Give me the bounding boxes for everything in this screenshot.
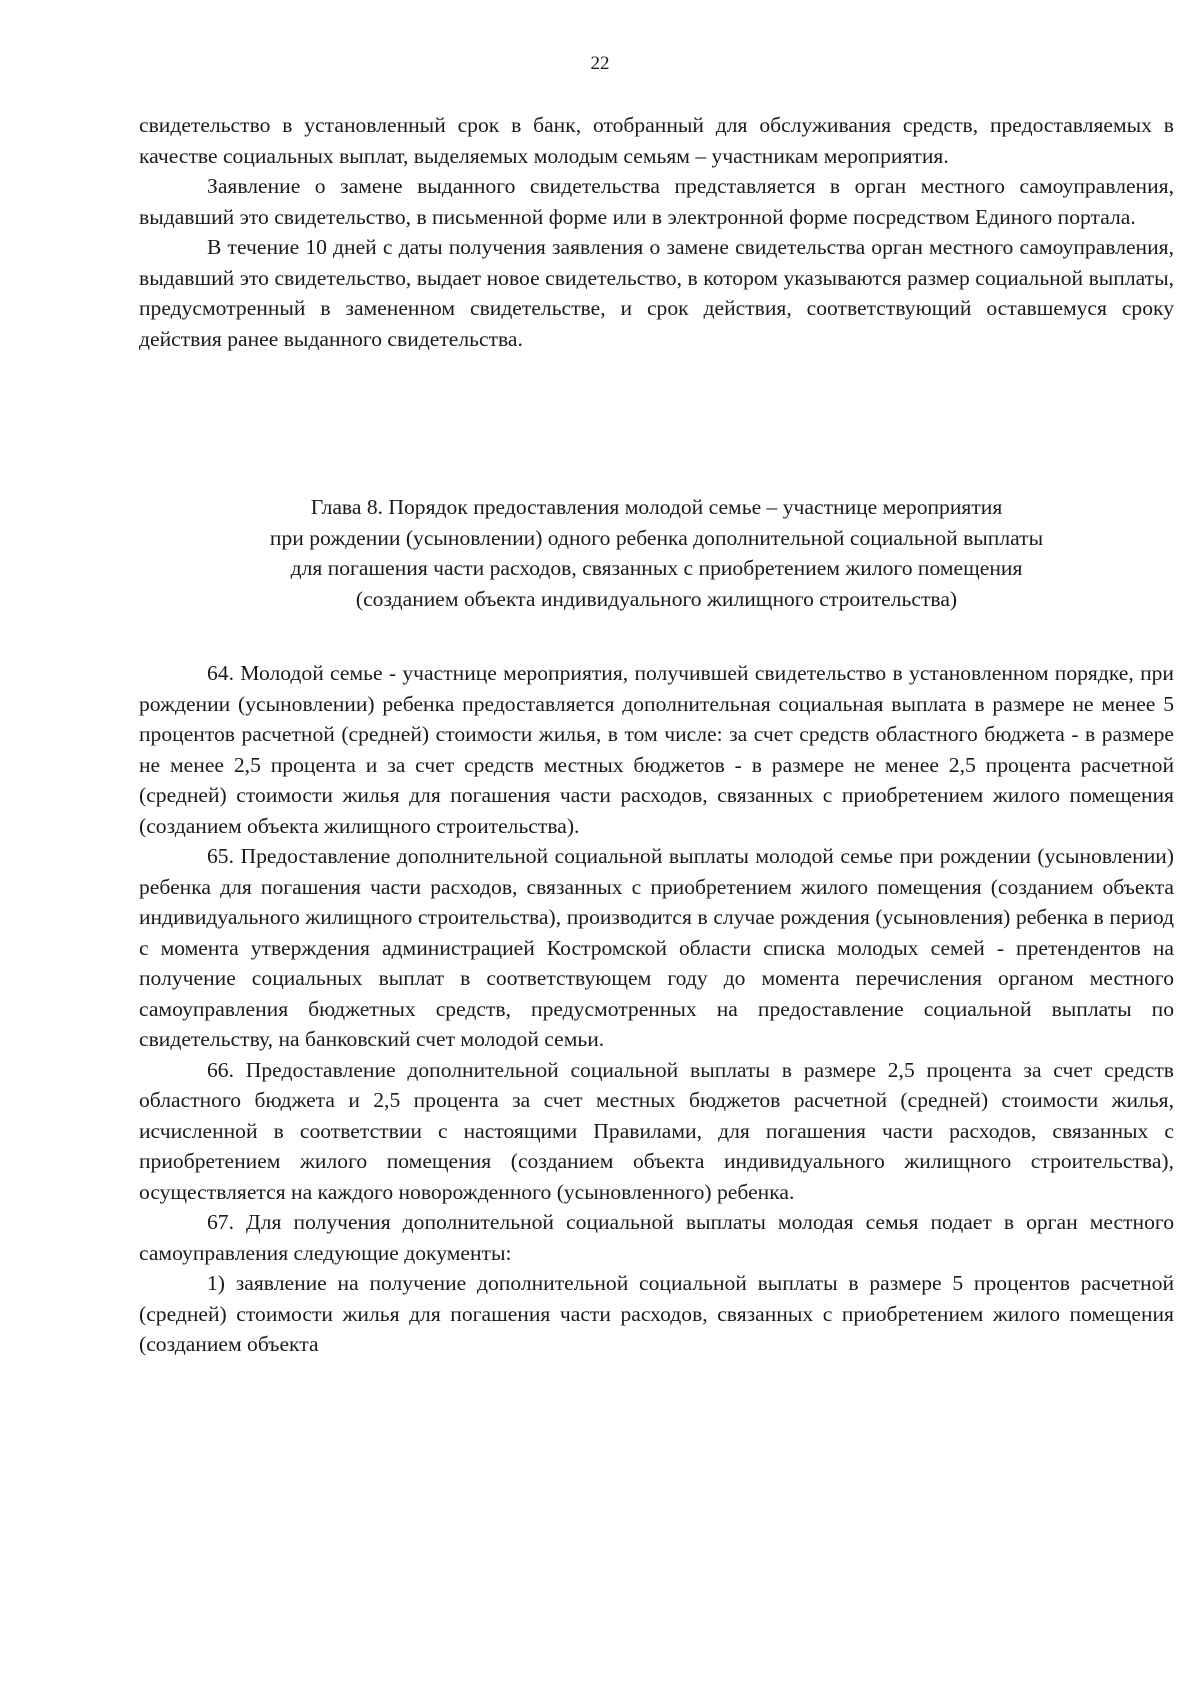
chapter-heading	[139, 492, 1174, 614]
paragraph-65: 65. Предоставление дополнительной социальной выплаты молодой семье при рождении (усыновлении) ребенка для погашения части расходов, связанных с приобретением жилого помещения (созданием объекта индивидуального жилищного строительства), производится в случае рождения (усыновления) ребенка в период с момента утверждения администрацией Костромской области списка молодых семей - претендентов на получение социальных выплат в соответствующем году до момента перечисления органом местного самоуправления бюджетных средств, предусмотренных на предоставление социальной выплаты по свидетельству, на банковский счет молодой семьи.	[139, 844, 1174, 1051]
top-text-block	[139, 110, 1174, 354]
paragraph-continuation: свидетельство в установленный срок в банк, отобранный для обслуживания средств, предоставляемых в качестве социальных выплат, выделяемых молодым семьям – участникам мероприятия.	[139, 113, 1174, 168]
paragraph-64: 64. Молодой семье - участнице мероприятия, получившей свидетельство в установленном порядке, при рождении (усыновлении) ребенка предоставляется дополнительная социальная выплата в размере не менее 5 процентов расчетной (средней) стоимости жилья, в том числе: за счет средств областного бюджета - в размере не менее 2,5 процента и за счет средств местных бюджетов - в размере не менее 2,5 процента расчетной (средней) стоимости жилья для погашения части расходов, связанных с приобретением жилого помещения (созданием объекта жилищного строительства).	[139, 661, 1174, 838]
paragraph-67-item-1: 1) заявление на получение дополнительной социальной выплаты в размере 5 процентов расчетной (средней) стоимости жилья для погашения части расходов, связанных с приобретением жилого помещения (созданием объекта	[139, 1271, 1174, 1356]
chapter-heading-line: для погашения части расходов, связанных с приобретением жилого помещения	[290, 556, 1023, 580]
main-text-block	[139, 658, 1174, 1360]
paragraph-new-certificate: В течение 10 дней с даты получения заявления о замене свидетельства орган местного самоуправления, выдавший это свидетельство, выдает новое свидетельство, в котором указываются размер социальной выплаты, предусмотренный в замененном свидетельстве, и срок действия, соответствующий оставшемуся сроку действия ранее выданного свидетельства.	[139, 235, 1174, 351]
chapter-heading-line: при рождении (усыновлении) одного ребенка дополнительной социальной выплаты	[269, 525, 1044, 550]
paragraph-replacement-application: Заявление о замене выданного свидетельства представляется в орган местного самоуправления, выдавший это свидетельство, в письменной форме или в электронной форме посредством Единого портала.	[139, 174, 1174, 229]
chapter-heading-line: Глава 8. Порядок предоставления молодой семье – участнице мероприятия	[310, 495, 1003, 519]
paragraph-66: 66. Предоставление дополнительной социальной выплаты в размере 2,5 процента за счет средств областного бюджета и 2,5 процента за счет местных бюджетов расчетной (средней) стоимости жилья, исчисленной в соответствии с настоящими Правилами, для погашения части расходов, связанных с приобретением жилого помещения (созданием объекта индивидуального жилищного строительства), осуществляется на каждого новорожденного (усыновленного) ребенка.	[139, 1057, 1174, 1204]
paragraph-67: 67. Для получения дополнительной социальной выплаты молодая семья подает в орган местного самоуправления следующие документы:	[139, 1210, 1174, 1265]
page-number: 22	[590, 53, 610, 74]
chapter-heading-line: (созданием объекта индивидуального жилищного строительства)	[355, 586, 958, 611]
